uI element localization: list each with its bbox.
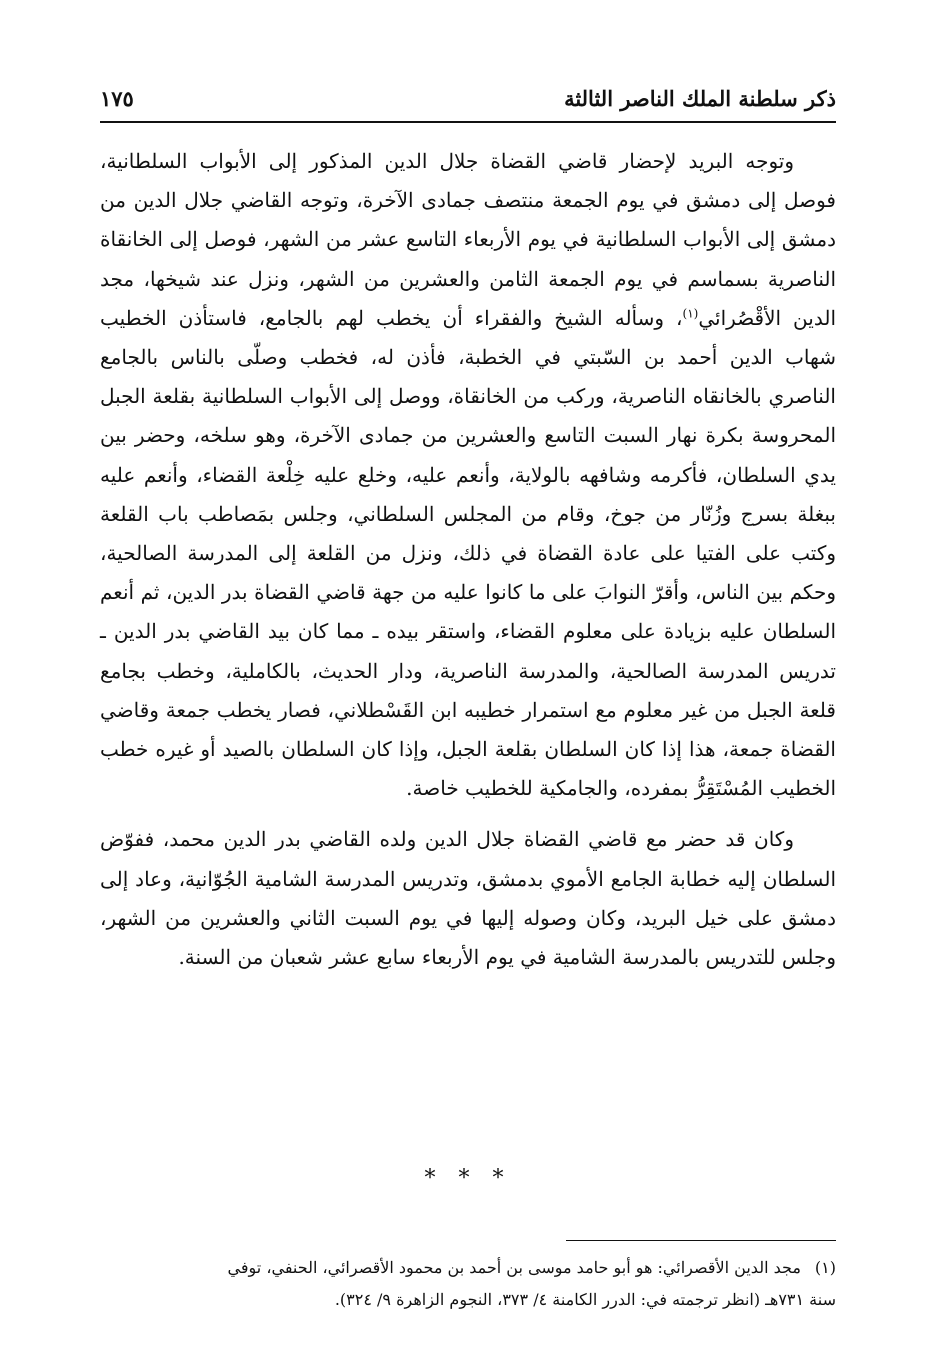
footnote: [100, 1252, 836, 1316]
footnote-number: (١): [814, 1258, 836, 1277]
footnote-line-1: [100, 1252, 836, 1284]
paragraph-1-part-1: وتوجه البريد لإحضار قاضي القضاة جلال الدين المذكور إلى الأبواب السلطانية، فوصل إلى دمشق في يوم الجمعة منتصف جمادى الآخرة، وتوجه القاضي جلال الدين من دمشق إلى الأبواب السلطانية في يوم الأربعاء التاسع عشر من الشهر، فوصل إلى الخانقاة الناصرية بسماسم في يوم الجمعة الثامن والعشرين من الشهر، ونزل عند شيخها، مجد الدين الأقْصُرائي: [100, 149, 836, 330]
footnote-rule: [566, 1240, 836, 1241]
paragraph-1: [100, 142, 836, 808]
footnote-line-2: سنة ٧٣١هـ (انظر ترجمته في: الدرر الكامنة ٤/ ٣٧٣، النجوم الزاهرة ٩/ ٣٢٤).: [334, 1290, 836, 1309]
page-number: ١٧٥: [100, 86, 134, 111]
main-text: [100, 142, 836, 977]
running-header-title: ذكر سلطنة الملك الناصر الثالثة: [564, 86, 836, 111]
footnote-text-1: مجد الدين الأقصرائي: هو أبو حامد موسى بن أحمد بن محمود الأقصرائي، الحنفي، توفي: [227, 1258, 801, 1277]
section-separator: * * *: [424, 1166, 512, 1191]
header-rule: [100, 121, 836, 123]
paragraph-1-part-2: ، وسأله الشيخ والفقراء أن يخطب لهم بالجامع، فاستأذن الخطيب شهاب الدين أحمد بن السّبتي في الخطبة، فأذن له، فخطب وصلّى بالناس بالجامع الناصري بالخانقاه الناصرية، وركب من الخانقاة، ووصل إلى الأبواب السلطانية بقلعة الجبل المحروسة بكرة نهار السبت التاسع والعشرين من جمادى الآخرة، وهو سلخه، وحضر بين يدي السلطان، فأكرمه وشافهه بالولاية، وأنعم عليه، وخلع عليه خِلْعة القضاء، وأنعم عليه ببغلة بسرج وزُنّار من جوخ، وقام من المجلس السلطاني، وجلس بمَصاطب باب القلعة وكتب على الفتيا على عادة القضاة في ذلك، ونزل من القلعة إلى المدرسة الصالحية، وحكم بين الناس، وأقرّ النوابَ على ما كانوا عليه من جهة قاضي القضاة بدر الدين، ثم أنعم السلطان عليه بزيادة على معلوم القضاء، واستقر بيده ـ مما كان بيد القاضي بدر الدين ـ تدريس المدرسة الصالحية، والمدرسة الناصرية، ودار الحديث، بالكاملية، وخطب بجامع قلعة الجبل من غير معلوم مع استمرار خطيبه ابن القَسْطلاني، فصار يخطب جمعة وقاضي القضاة جمعة، هذا إذا كان السلطان بقلعة الجبل، وإذا كان السلطان بالصيد أو غيره خطب الخطيب المُسْتَقِرُّ بمفرده، والجامكية للخطيب خاصة.: [100, 305, 836, 801]
paragraph-2: وكان قد حضر مع قاضي القضاة جلال الدين ولده القاضي بدر الدين محمد، ففوّض السلطان إليه خطابة الجامع الأموي بدمشق، وتدريس المدرسة الشامية الجُوّانية، وعاد إلى دمشق على خيل البريد، وكان وصوله إليها في يوم السبت الثاني والعشرين من الشهر، وجلس للتدريس بالمدرسة الشامية في يوم الأربعاء سابع عشر شعبان من السنة.: [100, 827, 836, 970]
running-header: [100, 84, 836, 118]
footnote-reference: (١): [682, 306, 699, 321]
